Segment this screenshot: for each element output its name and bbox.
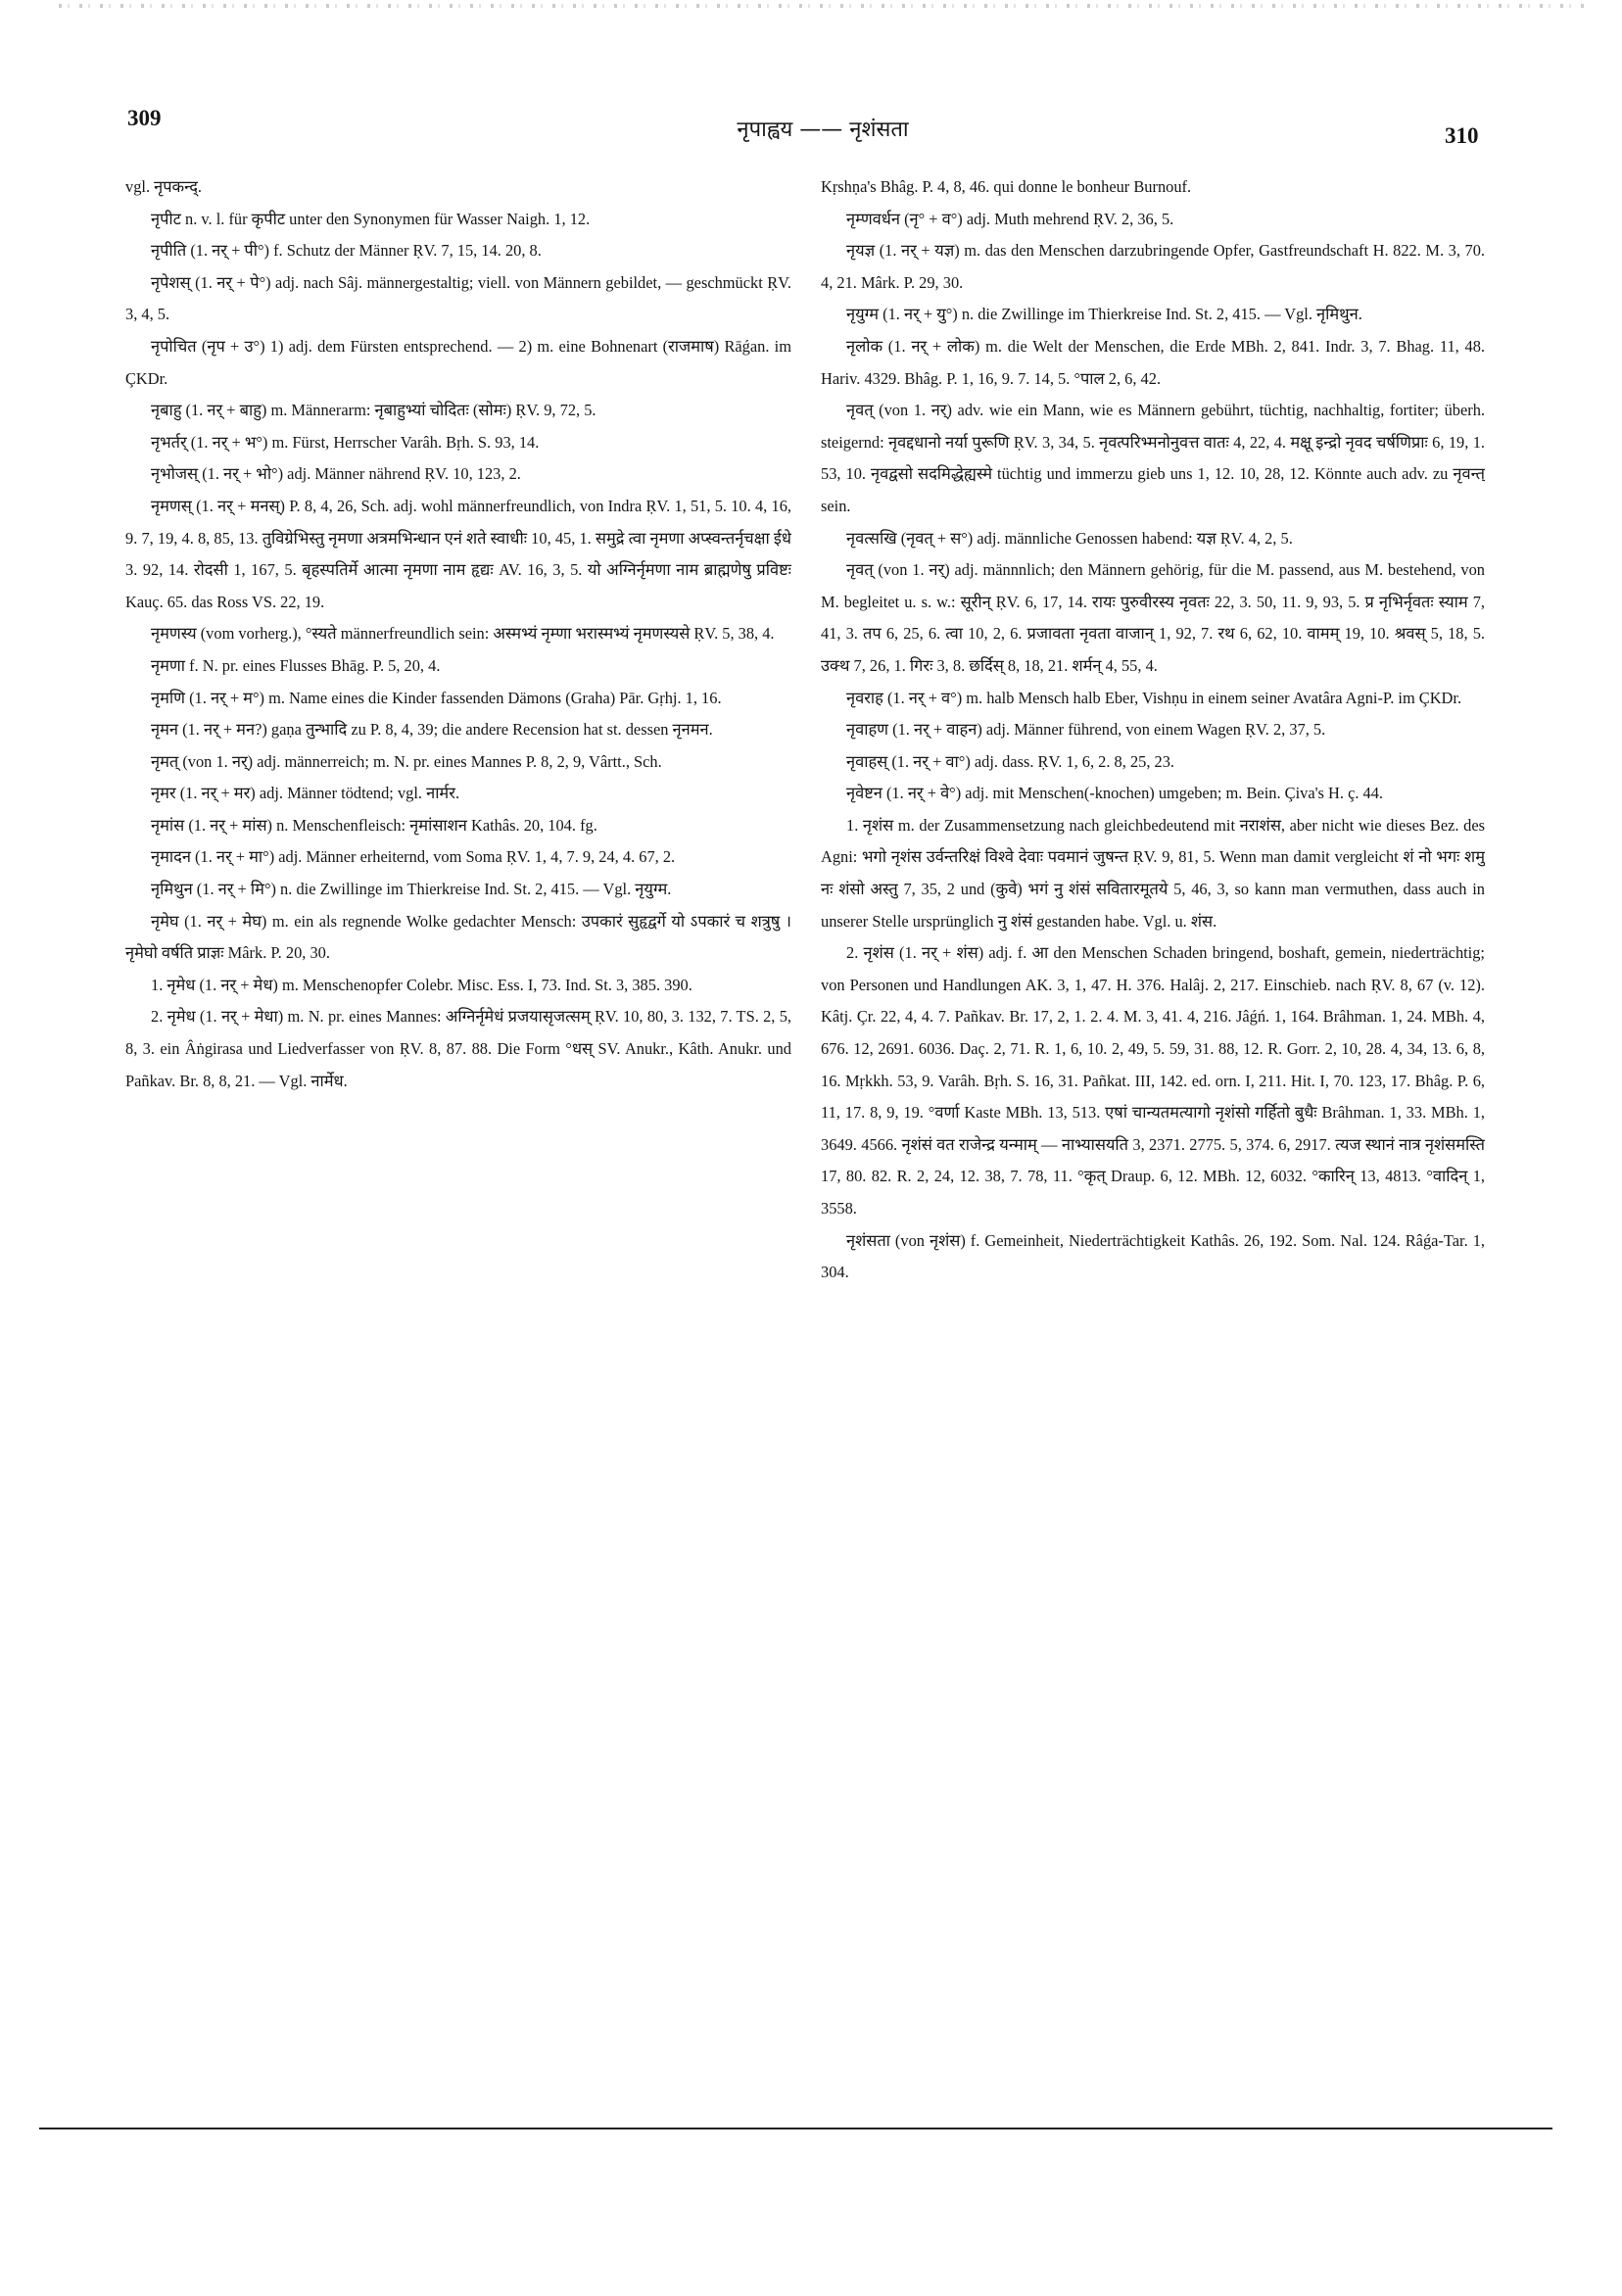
dictionary-entry: नृशंसता (von नृशंस) f. Gemeinheit, Niederträchtigkeit Kathâs. 26, 192. Som. Nal. 124. Râǵa-Tar. 1, 304.: [821, 1230, 1485, 1282]
dictionary-entry: नृमर (1. नर् + मर) adj. Männer tödtend; vgl. नार्मर.: [151, 784, 460, 803]
dictionary-entry: 2. नृमेध (1. नर् + मेधा) m. N. pr. eines Mannes: अग्निर्नृमेधं प्रजयासृजत्सम् ṚV. 10, 80, 3. 132, 7. TS. 2, 5, 8, 3. ein Âṅgirasa und Liedverfasser von ṚV. 8, 87. 88. Die Form °धस् SV. Anukr., Kâth. Anukr. und Pañkav. Br. 8, 8, 21. — Vgl. नार्मेध.: [125, 1007, 791, 1090]
dictionary-entry: नृवाहण (1. नर् + वाहन) adj. Männer führend, von einem Wagen ṚV. 2, 37, 5.: [846, 720, 1326, 740]
dictionary-entry: नृमेघ (1. नर् + मेघ) m. ein als regnende Wolke gedachter Mensch: उपकारं सुहृद्वर्गे यो ऽपकारं च शत्रुषु । नृमेघो वर्षति प्राज्ञः Mârk. P. 20, 30.: [125, 911, 791, 963]
dictionary-entry: नृवत् (von 1. नर्) adv. wie ein Mann, wie es Männern gebührt, tüchtig, nachhaltig, fortiter; überh. steigernd: नृवद्दधानो नर्या पुरूणि ṚV. 3, 34, 5. नृवत्परिभ्मनोनुवत्त वातः 4, 22, 4. मक्षू इन्द्रो नृवद चर्षणिप्राः 6, 19, 1. 53, 10. नृवद्वसो सदमिद्धेह्यस्मे tüchtig und immerzu gieb uns 1, 12. 10, 28, 12. Könnte auch adv. zu नृवन्त् sein.: [821, 401, 1485, 515]
dictionary-entry: नृभोजस् (1. नर् + भो°) adj. Männer nährend ṚV. 10, 123, 2.: [151, 464, 521, 484]
right-column: [821, 171, 1485, 2081]
dictionary-entry: नृवराह (1. नर् + व°) m. halb Mensch halb Eber, Vishṇu in einem seiner Avatâra Agni-P. im ÇKDr.: [846, 688, 1462, 707]
headword-range: नृपाह्वय —— नृशंसता: [737, 118, 909, 142]
dictionary-entry: नृयुग्म (1. नर् + यु°) n. die Zwillinge im Thierkreise Ind. St. 2, 415. — Vgl. नृमिथुन.: [846, 305, 1362, 324]
dictionary-entry: नृवत्सखि (नृवत् + स°) adj. männliche Genossen habend: यज्ञ ṚV. 4, 2, 5.: [846, 528, 1293, 548]
page-number-left: 309: [127, 106, 162, 130]
dictionary-entry: नृलोक (1. नर् + लोक) m. die Welt der Menschen, die Erde MBh. 2, 841. Indr. 3, 7. Bhag. 11, 48. Hariv. 4329. Bhâg. P. 1, 16, 9. 7. 14, 5. °पाल 2, 6, 42.: [821, 336, 1485, 388]
dictionary-entry: 1. नृमेध (1. नर् + मेध) m. Menschenopfer Colebr. Misc. Ess. I, 73. Ind. St. 3, 385. 390.: [151, 975, 692, 994]
dictionary-entry: नृबाहु (1. नर् + बाहु) m. Männerarm: नृबाहुभ्यां चोदितः (सोमः) ṚV. 9, 72, 5.: [151, 401, 596, 420]
dictionary-entry: नृमणि (1. नर् + म°) m. Name eines die Kinder fassenden Dämons (Graha) Pār. Gṛhj. 1, 16.: [151, 688, 722, 707]
dictionary-entry: 2. नृशंस (1. नर् + शंस) adj. f. आ den Menschen Schaden bringend, boshaft, gemein, niederträchtig; von Personen und Handlungen AK. 3, 1, 47. H. 376. Halâj. 2, 217. Einschieb. nach ṚV. 8, 67 (v. 12). Kâtj. Çr. 22, 4, 4. 7. Pañkav. Br. 17, 2, 1. 2. 4. M. 3, 41. 4, 216. Jâǵń. 1, 164. Brâhman. 1, 24. MBh. 4, 676. 12, 2691. 6036. Daç. 2, 71. R. 1, 6, 10. 2, 49, 5. 59, 31. 88, 12. R. Gorr. 2, 10, 28. 4, 34, 13. 6, 8, 16. Mṛkkh. 53, 9. Varâh. Bṛh. S. 16, 31. Pañkat. III, 142. ed. orn. I, 211. Hit. I, 70. 123, 17. Bhâg. P. 6, 11, 17. 8, 9, 19. °वर्णा Kaste MBh. 13, 513. एषां चान्यतमत्यागो नृशंसो गर्हितो बुधैः Brâhman. 1, 33. MBh. 1, 3649. 4566. नृशंसं वत राजेन्द्र यन्माम् — नाभ्यासयति 3, 2371. 2775. 5, 374. 6, 2917. त्यज स्थानं नात्र नृशंसमस्ति 17, 80. 82. R. 2, 24, 12. 38, 7. 78, 11. °कृत् Draup. 6, 12. MBh. 12, 6032. °कारिन् 13, 4813. °वादिन् 1, 3558.: [821, 943, 1485, 1218]
dictionary-entry: नृमन (1. नर् + मन?) gaṇa तुन्भादि zu P. 8, 4, 39; die andere Recension hat st. dessen नृनमन.: [151, 720, 713, 740]
dictionary-entry: नृवेष्टन (1. नर् + वे°) adj. mit Menschen(-knochen) umgeben; m. Bein. Çiva's H. ç. 44.: [846, 784, 1384, 803]
dictionary-entry: नृमिथुन (1. नर् + मि°) n. die Zwillinge im Thierkreise Ind. St. 2, 415. — Vgl. नृयुग्म.: [151, 880, 672, 899]
bottom-rule: [39, 2128, 1552, 2129]
dictionary-entry: नृमणा f. N. pr. eines Flusses Bhāg. P. 5, 20, 4.: [151, 655, 441, 675]
dictionary-entry: 1. नृशंस m. der Zusammensetzung nach gleichbedeutend mit नराशंस, aber nicht wie dieses Bez. des Agni: भगो नृशंस उर्वन्तरिक्षं विश्वे देवाः पवमानं जुषन्त ṚV. 9, 81, 5. Wenn man damit vergleicht शं नो भगः शमु नः शंसो अस्तु 7, 35, 2 und (कुवे) भगं नु शंसं सवितारमूतये 5, 46, 3, so kann man vermuthen, dass auch in unserer Stelle ursprünglich नु शंसं gestanden habe. Vgl. u. शंस.: [821, 815, 1485, 931]
dictionary-entry: नृभर्तर् (1. नर् + भ°) m. Fürst, Herrscher Varâh. Bṛh. S. 93, 14.: [151, 432, 540, 452]
dictionary-entry: Kṛshṇa's Bhâg. P. 4, 8, 46. qui donne le bonheur Burnouf.: [821, 177, 1192, 196]
dictionary-entry: नृयज्ञ (1. नर् + यज्ञ) m. das den Menschen darzubringende Opfer, Gastfreundschaft H. 822. M. 3, 70. 4, 21. Mârk. P. 29, 30.: [821, 241, 1485, 292]
dictionary-entry: नृमणस् (1. नर् + मनस्) P. 8, 4, 26, Sch. adj. wohl männerfreundlich, von Indra ṚV. 1, 51, 5. 10. 4, 16, 9. 7, 19, 4. 8, 85, 13. तुविग्रेभिस्तु नृमणा अत्रमभिन्धान एनं शते स्वाधीः 10, 45, 1. समुद्रे त्वा नृमणा अप्स्वन्तर्नृचक्षा ईधे 3. 92, 14. रोदसी 1, 167, 5. बृहस्पतिर्मे आत्मा नृमणा नाम हृद्यः AV. 16, 3, 5. यो अग्निर्नृमणा नाम ब्राह्मणेषु प्रविष्टः Kauç. 65. das Ross VS. 22, 19.: [125, 496, 791, 611]
dictionary-entry: नृपीति (1. नर् + पी°) f. Schutz der Männer ṚV. 7, 15, 14. 20, 8.: [151, 241, 542, 261]
dictionary-entry: नृपीट n. v. l. für कृपीट unter den Synonymen für Wasser Naigh. 1, 12.: [151, 209, 591, 228]
dictionary-entry: नृमणस्य (vom vorherg.), °स्यते männerfreundlich sein: अस्मभ्यं नृम्णा भरास्मभ्यं नृमणस्यसे ṚV. 5, 38, 4.: [151, 624, 775, 644]
dictionary-entry: नृवत् (von 1. नर्) adj. männnlich; den Männern gehörig, für die M. passend, aus M. bestehend, von M. begleitet u. s. w.: सूरीन् ṚV. 6, 17, 14. रायः पुरुवीरस्य नृवतः 22, 3. 50, 11. 9, 93, 5. प्र नृभिर्नृवतः स्याम 7, 41, 3. तप 6, 25, 6. त्वा 10, 2, 6. प्रजावता नृवता वाजान् 1, 92, 7. रथ 6, 62, 10. वामम् 19, 10. श्रवस् 5, 18, 5. उक्थ 7, 26, 1. गिरः 3, 8. छर्दिस् 8, 18, 21. शर्मन् 4, 55, 4.: [821, 560, 1485, 675]
scan-edge-noise: [59, 4, 1587, 8]
dictionary-entry: नृमांस (1. नर् + मांस) n. Menschenfleisch: नृमांसाशन Kathâs. 20, 104. fg.: [151, 815, 597, 835]
dictionary-entry: नृमत् (von 1. नर्) adj. männerreich; m. N. pr. eines Mannes P. 8, 2, 9, Vârtt., Sch.: [151, 751, 662, 771]
dictionary-entry: नृपोचित (नृप + उ°) 1) adj. dem Fürsten entsprechend. — 2) m. eine Bohnenart (राजमाष) Rāǵan. im ÇKDr.: [125, 336, 791, 388]
dictionary-entry: नृम्णवर्धन (नृ° + व°) adj. Muth mehrend ṚV. 2, 36, 5.: [846, 209, 1174, 228]
dictionary-entry: नृवाहस् (1. नर् + वा°) adj. dass. ṚV. 1, 6, 2. 8, 25, 23.: [846, 751, 1175, 771]
page-number-right: 310: [1445, 123, 1479, 148]
dictionary-entry: vgl. नृपकन्द्.: [125, 177, 202, 196]
page-header: [0, 98, 1622, 147]
dictionary-entry: नृमादन (1. नर् + मा°) adj. Männer erheiternd, vom Soma ṚV. 1, 4, 7. 9, 24, 4. 67, 2.: [151, 847, 676, 867]
dictionary-entry: नृपेशस् (1. नर् + पे°) adj. nach Sâj. männergestaltig; viell. von Männern gebildet, — geschmückt ṚV. 3, 4, 5.: [125, 272, 791, 324]
left-column: [125, 171, 791, 2081]
